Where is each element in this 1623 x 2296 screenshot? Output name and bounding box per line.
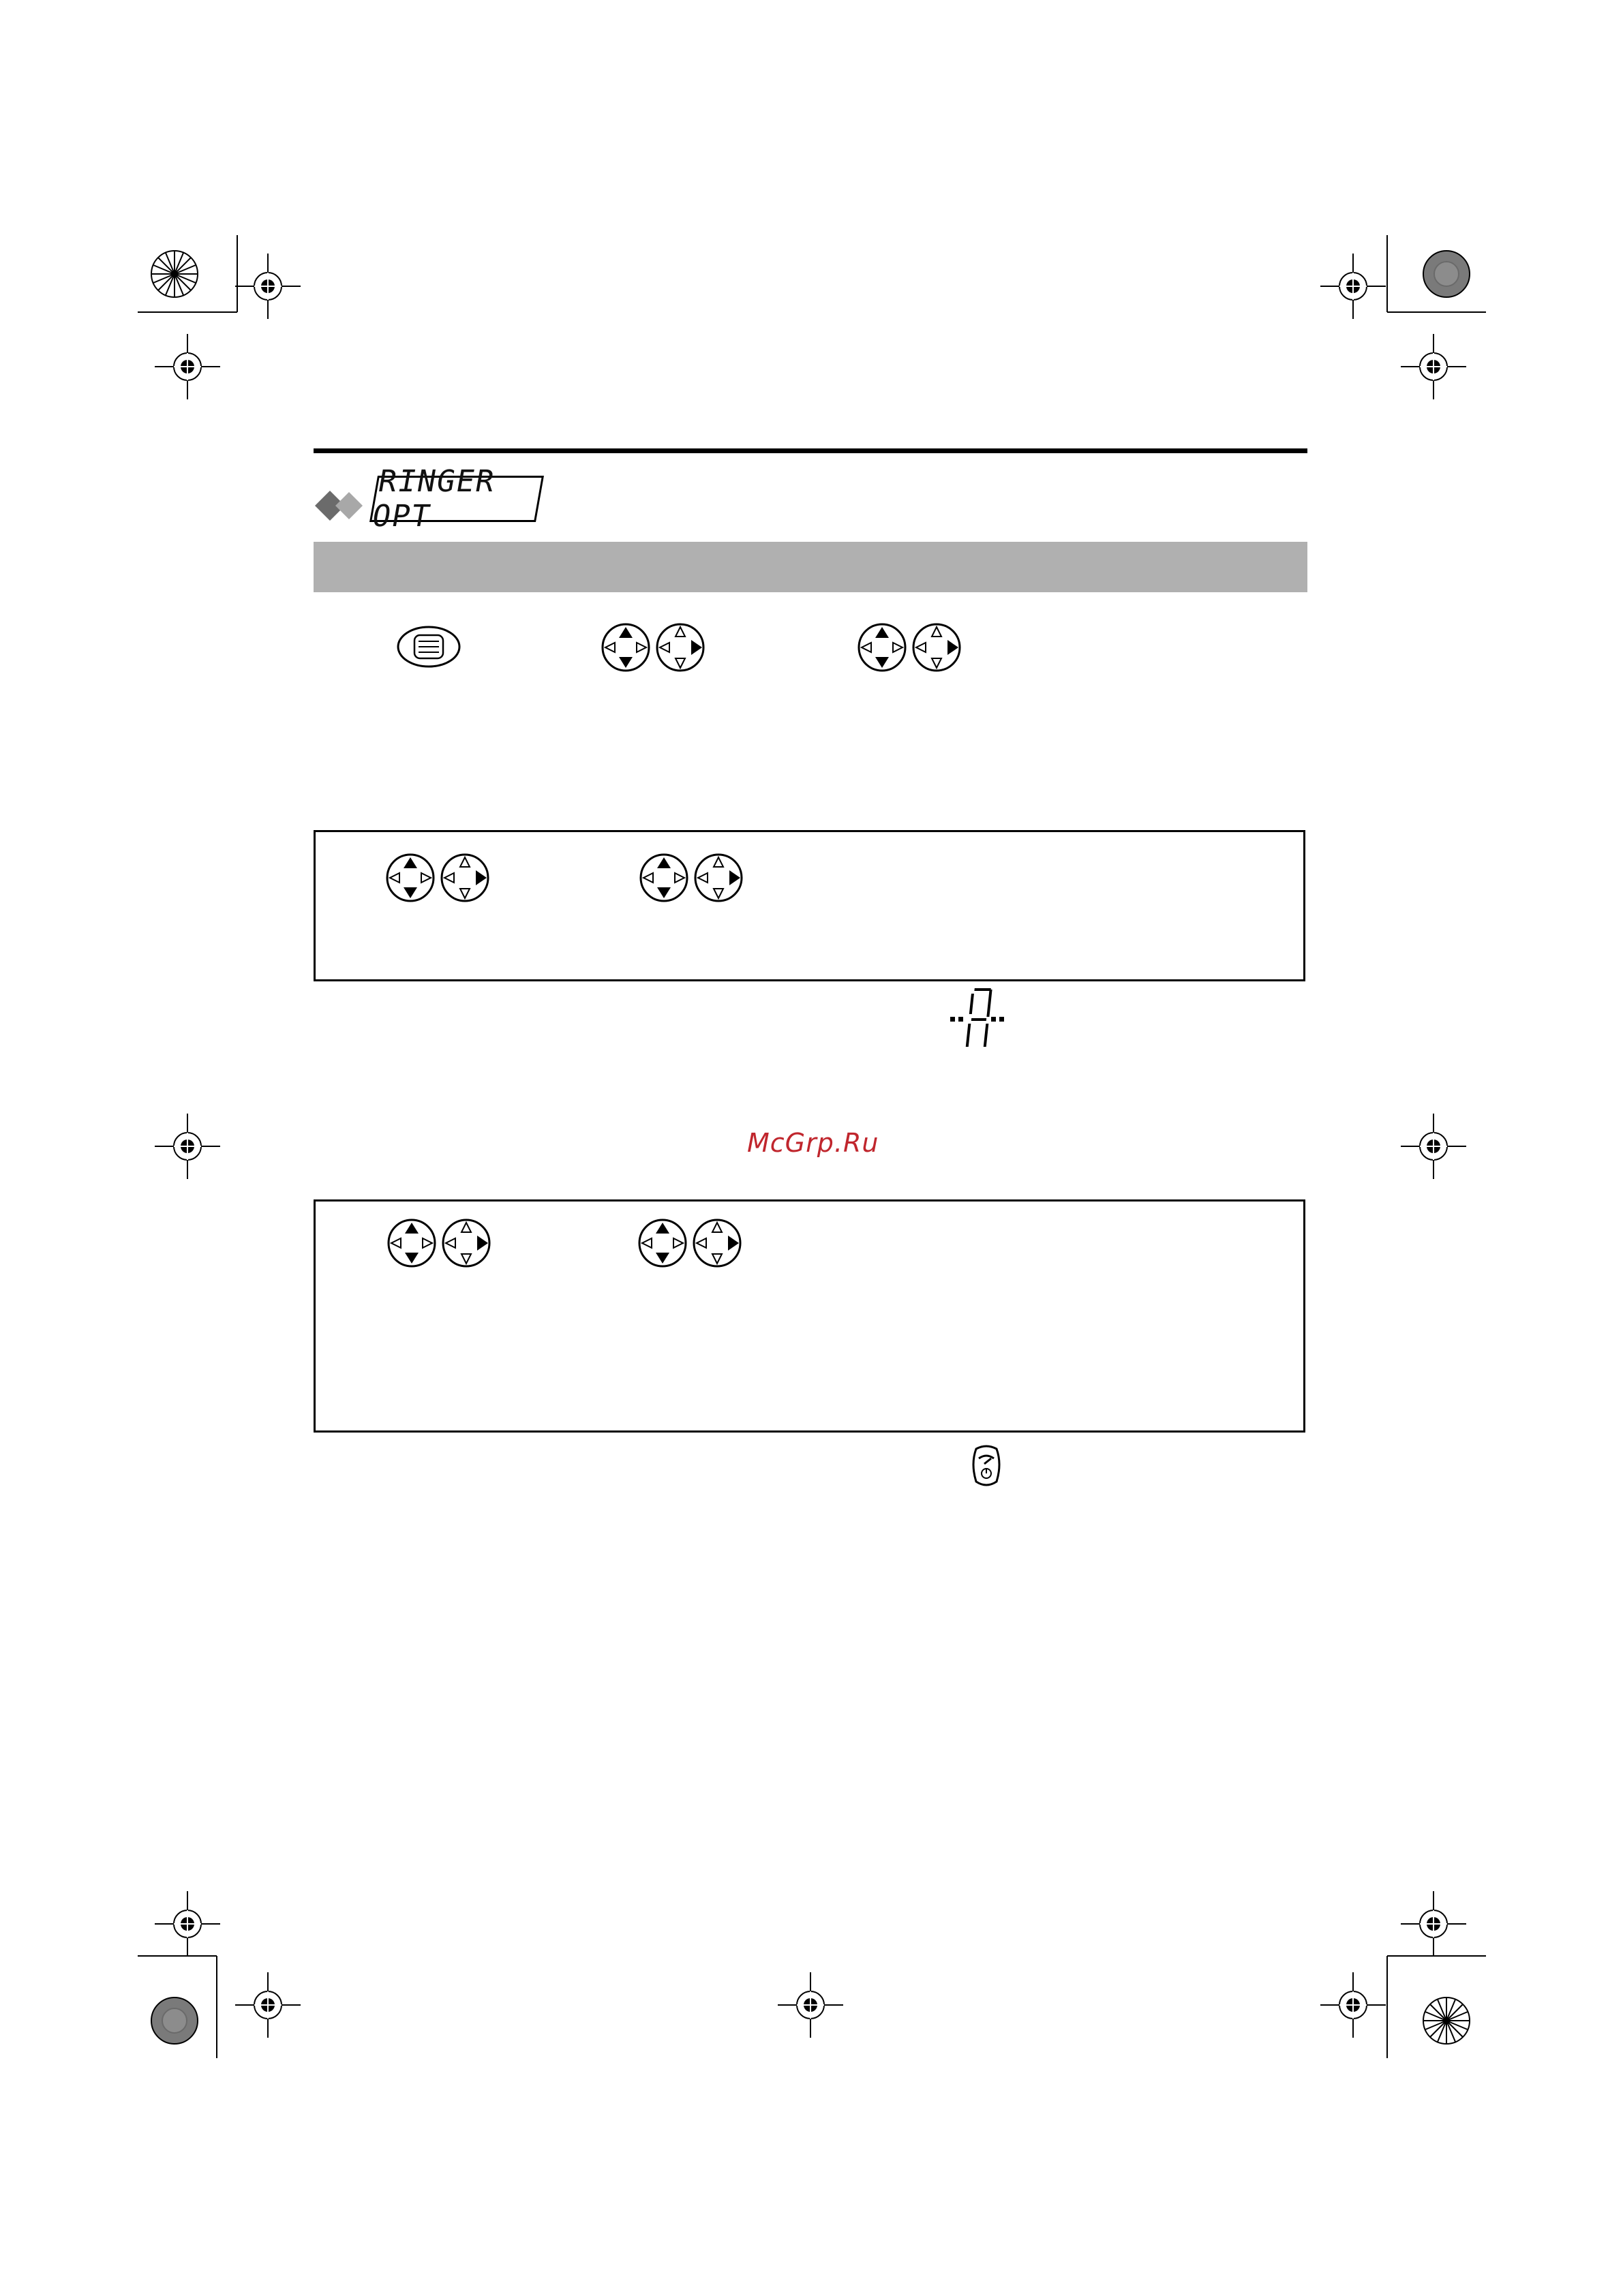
registration-crosshair-icon xyxy=(155,1114,220,1179)
registration-crosshair-icon xyxy=(1320,254,1386,319)
lcd-menu-label xyxy=(369,464,544,534)
registration-crosshair-icon xyxy=(778,1972,843,2038)
navigator-key-pair-icon[interactable] xyxy=(600,622,709,673)
navigator-key-pair-icon[interactable] xyxy=(638,852,747,904)
registration-crosshair-icon xyxy=(1401,1891,1466,1957)
off-key-icon[interactable] xyxy=(969,1443,1003,1488)
registration-crosshair-icon xyxy=(155,1891,220,1957)
navigator-key-pair-icon[interactable] xyxy=(856,622,965,673)
watermark-text: McGrp.Ru xyxy=(747,1128,879,1158)
gray-disc-icon xyxy=(151,1997,198,2044)
registration-crosshair-icon xyxy=(235,254,301,319)
registration-crosshair-icon xyxy=(235,1972,301,2038)
registration-crosshair-icon xyxy=(1401,1114,1466,1179)
lcd-menu-label-text: RINGER OPT xyxy=(369,464,498,534)
registration-crosshair-icon xyxy=(1320,1972,1386,2038)
registration-crosshair-icon xyxy=(155,334,220,399)
section-title-bar xyxy=(314,542,1307,592)
gray-disc-icon xyxy=(1423,251,1470,297)
color-wheel-icon xyxy=(151,251,198,297)
menu-key-icon[interactable] xyxy=(397,626,461,668)
watermark xyxy=(747,1128,879,1158)
navigator-key-pair-icon[interactable] xyxy=(386,1217,495,1269)
seven-segment-digit-icon xyxy=(947,987,1009,1052)
navigator-key-pair-icon[interactable] xyxy=(384,852,494,904)
diamond-bullets-icon xyxy=(315,489,369,523)
navigator-key-pair-icon[interactable] xyxy=(637,1217,746,1269)
registration-crosshair-icon xyxy=(1401,334,1466,399)
top-rule xyxy=(314,448,1307,453)
color-wheel-icon xyxy=(1423,1997,1470,2044)
